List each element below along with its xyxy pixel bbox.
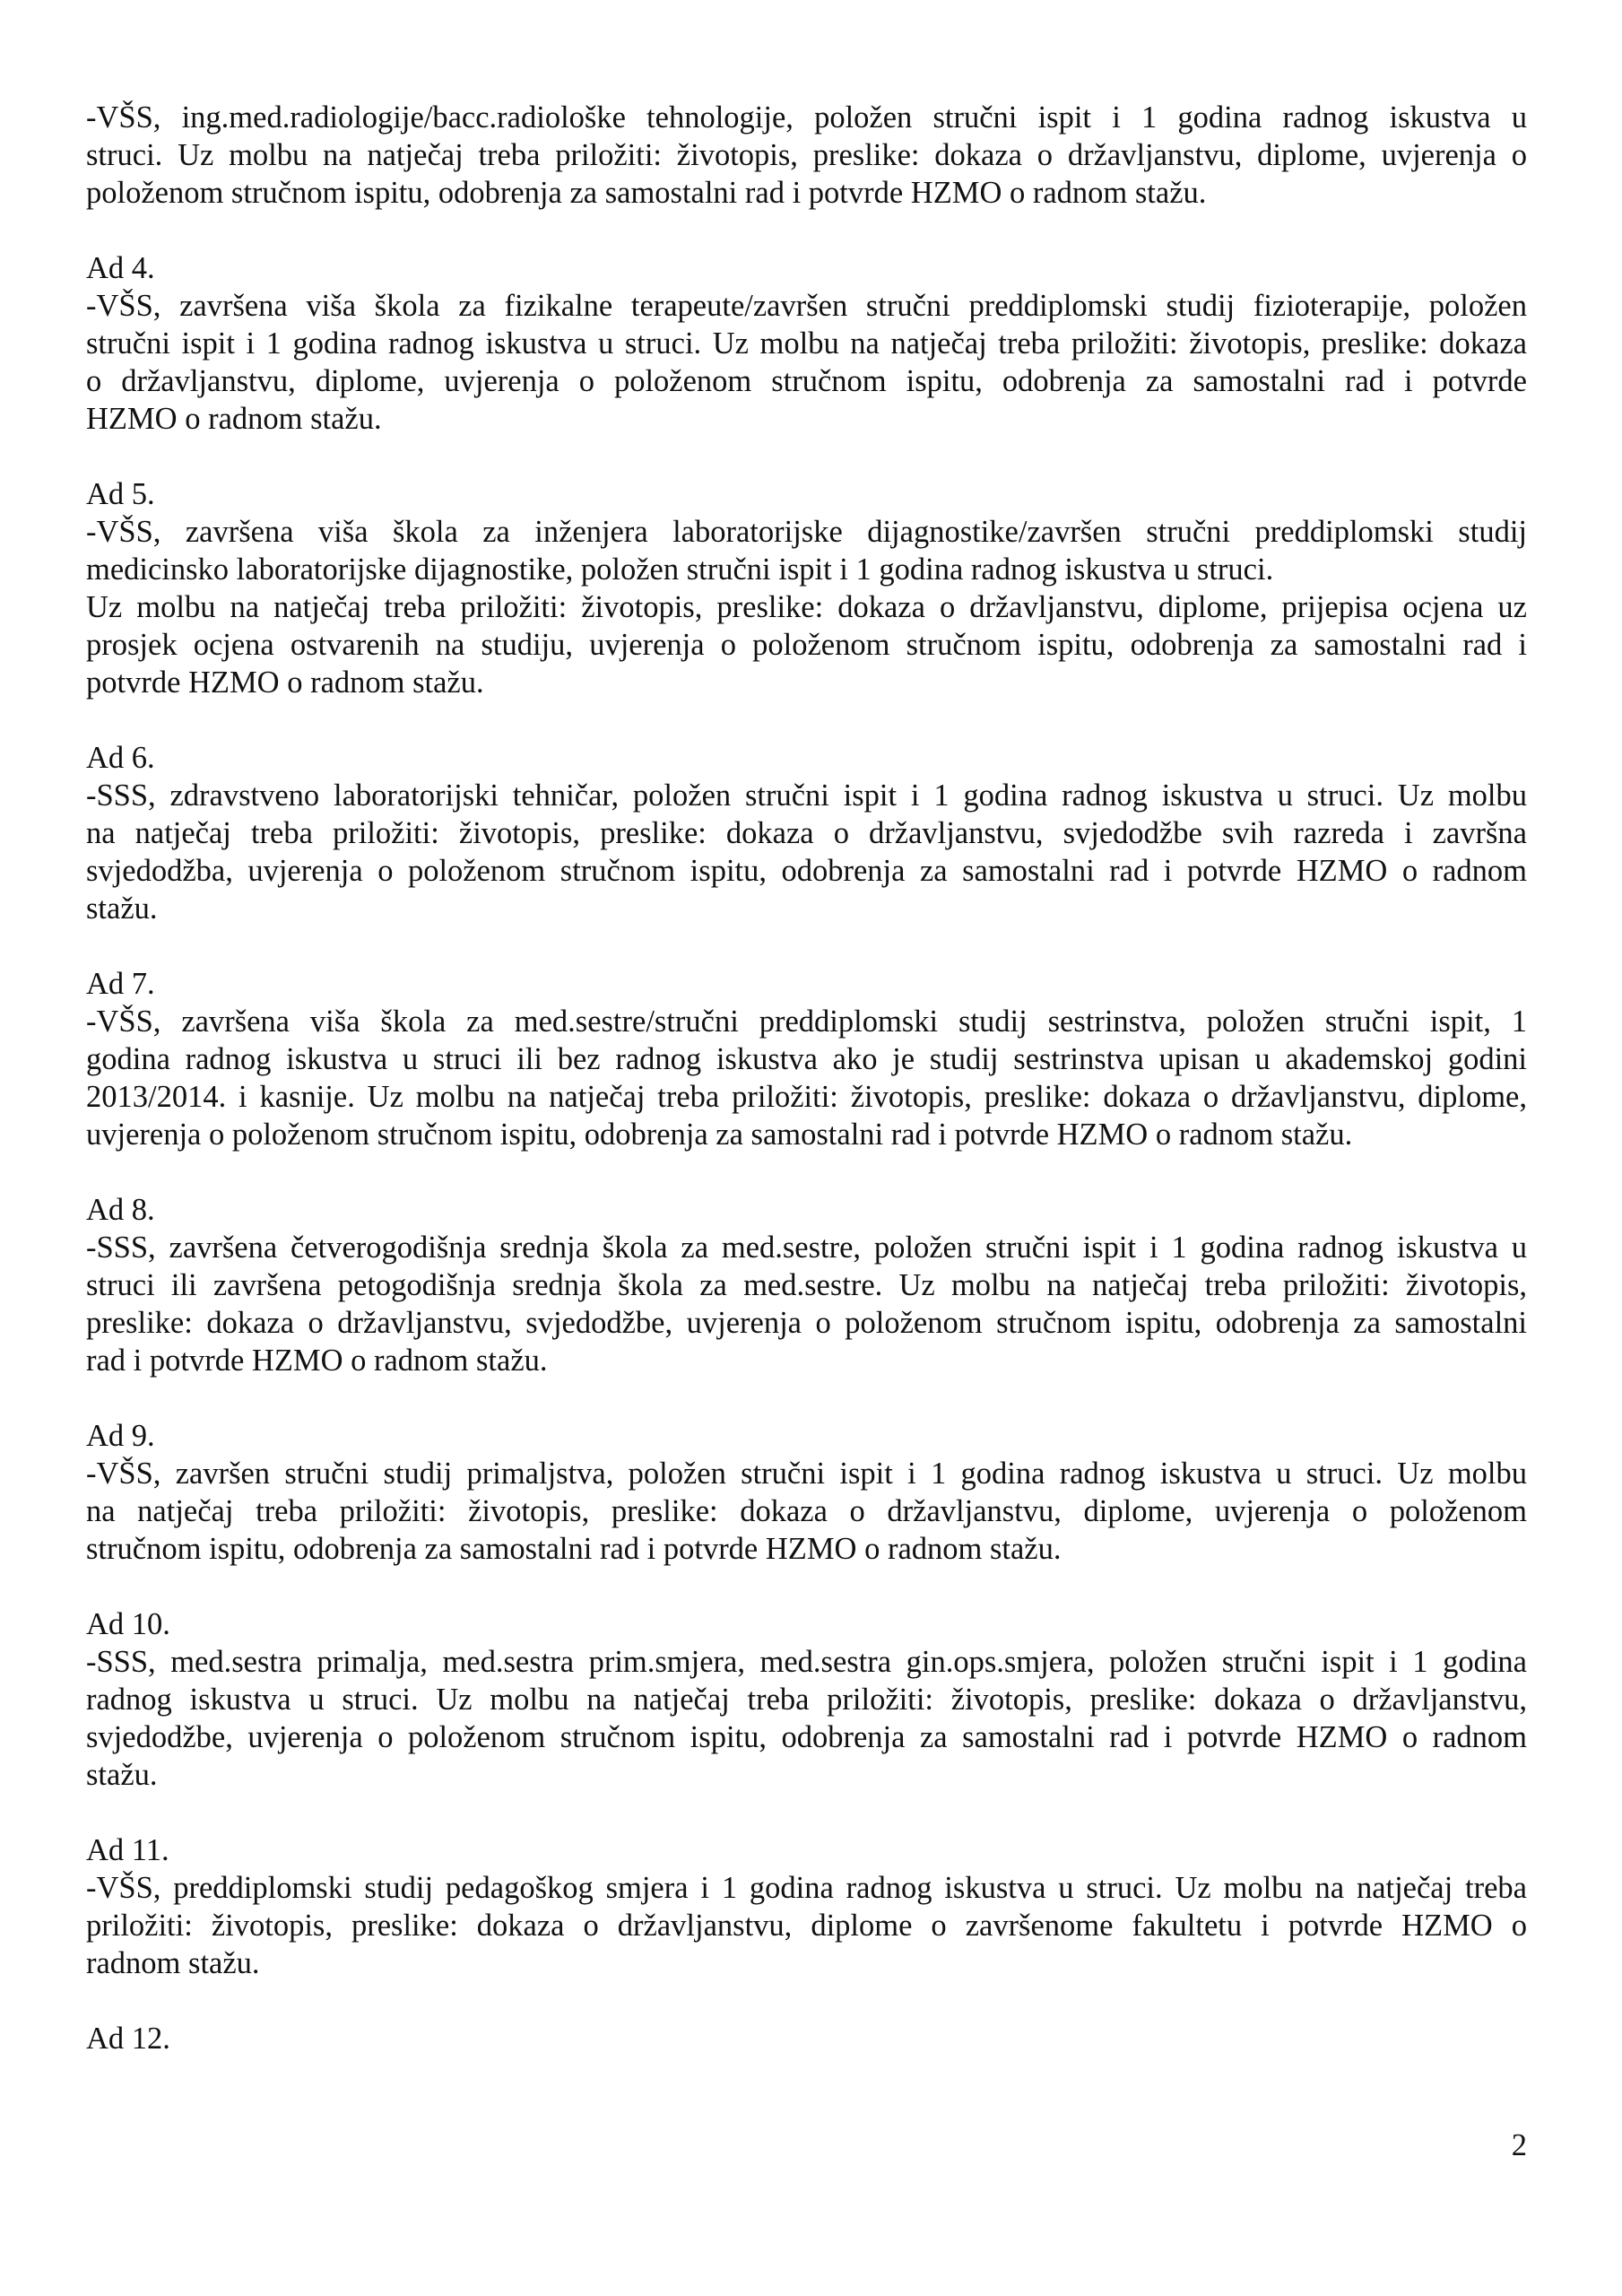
paragraph-line: uvjerenja o položenom stručnom ispitu, odobrenja za samostalni rad i potvrde HZMO o radnom stažu. — [86, 1118, 1353, 1152]
section-ad-11 — [86, 1831, 1527, 1982]
paragraph-line: 2013/2014. i kasnije. Uz molbu na natječaj treba priložiti: životopis, preslike: dokaza o državljanstvu, diplome, — [86, 1080, 1527, 1114]
paragraph-line: -VŠS, ing.med.radiologije/bacc.radiološke tehnologije, položen stručni ispit i 1 godina radnog iskustva u — [86, 100, 1527, 135]
section-heading: Ad 12. — [86, 2022, 170, 2056]
paragraph-line: preslike: dokaza o državljanstvu, svjedodžbe, uvjerenja o položenom stručnom ispitu, odobrenja za samostalni — [86, 1306, 1527, 1340]
paragraph-line: priložiti: životopis, preslike: dokaza o državljanstvu, diplome o završenome fakultetu i potvrde HZMO o — [86, 1909, 1527, 1943]
paragraph-line: -VŠS, završena viša škola za fizikalne terapeute/završen stručni preddiplomski studij fizioterapije, položen — [86, 289, 1527, 323]
paragraph-line: stažu. — [86, 891, 158, 926]
paragraph-line: godina radnog iskustva u struci ili bez radnog iskustva ako je studij sestrinstva upisan u akademskoj godini — [86, 1042, 1527, 1076]
paragraph-line: -SSS, završena četverogodišnja srednja škola za med.sestre, položen stručni ispit i 1 godina radnog iskustva u — [86, 1231, 1527, 1265]
page-number: 2 — [1511, 2128, 1527, 2162]
section-heading: Ad 4. — [86, 251, 155, 285]
paragraph-line: položenom stručnom ispitu, odobrenja za samostalni rad i potvrde HZMO o radnom stažu. — [86, 176, 1207, 210]
section-ad-12 — [86, 2020, 1527, 2057]
section-ad-8 — [86, 1191, 1527, 1379]
section-ad-4 — [86, 249, 1527, 438]
paragraph-line: stručni ispit i 1 godina radnog iskustva u struci. Uz molbu na natječaj treba priložiti: životopis, preslike: dokaza — [86, 326, 1527, 361]
section-heading: Ad 11. — [86, 1833, 169, 1867]
paragraph-line: struci ili završena petogodišnja srednja škola za med.sestre. Uz molbu na natječaj treba priložiti: životopis, — [86, 1268, 1527, 1302]
section-heading: Ad 7. — [86, 967, 155, 1001]
paragraph-line: struci. Uz molbu na natječaj treba priložiti: životopis, preslike: dokaza o državljanstvu, diplome, uvjerenja o — [86, 138, 1527, 172]
section-ad-6 — [86, 739, 1527, 927]
paragraph-line: rad i potvrde HZMO o radnom stažu. — [86, 1344, 548, 1378]
section-continuation — [86, 99, 1527, 212]
paragraph-line: -VŠS, završen stručni studij primaljstva, položen stručni ispit i 1 godina radnog iskustva u struci. Uz molbu — [86, 1457, 1527, 1491]
section-heading: Ad 9. — [86, 1419, 155, 1453]
paragraph-line: stručnom ispitu, odobrenja za samostalni rad i potvrde HZMO o radnom stažu. — [86, 1532, 1062, 1566]
section-heading: Ad 8. — [86, 1193, 155, 1227]
paragraph-line: HZMO o radnom stažu. — [86, 402, 382, 436]
paragraph-line: potvrde HZMO o radnom stažu. — [86, 665, 484, 700]
section-heading: Ad 6. — [86, 741, 155, 775]
paragraph-line: prosjek ocjena ostvarenih na studiju, uvjerenja o položenom stručnom ispitu, odobrenja za samostalni rad i — [86, 628, 1527, 662]
section-ad-9 — [86, 1417, 1527, 1568]
paragraph-line: na natječaj treba priložiti: životopis, preslike: dokaza o državljanstvu, diplome, uvjerenja o položenom — [86, 1494, 1527, 1528]
paragraph-line: Uz molbu na natječaj treba priložiti: životopis, preslike: dokaza o državljanstvu, diplome, prijepisa ocjena uz — [86, 590, 1527, 624]
paragraph-line: stažu. — [86, 1758, 158, 1792]
document-body — [86, 99, 1527, 2057]
paragraph-line: -VŠS, završena viša škola za inženjera laboratorijske dijagnostike/završen stručni preddiplomski studij — [86, 515, 1527, 549]
section-ad-7 — [86, 965, 1527, 1153]
paragraph-line: na natječaj treba priložiti: životopis, preslike: dokaza o državljanstvu, svjedodžbe svih razreda i završna — [86, 816, 1527, 850]
paragraph-line: svjedodžbe, uvjerenja o položenom stručnom ispitu, odobrenja za samostalni rad i potvrde HZMO o radnom — [86, 1720, 1527, 1754]
paragraph-line: -VŠS, završena viša škola za med.sestre/stručni preddiplomski studij sestrinstva, položen stručni ispit, 1 — [86, 1004, 1527, 1039]
paragraph-line: radnom stažu. — [86, 1946, 260, 1980]
paragraph-line: -VŠS, preddiplomski studij pedagoškog smjera i 1 godina radnog iskustva u struci. Uz molbu na natječaj treba — [86, 1871, 1527, 1905]
paragraph-line: svjedodžba, uvjerenja o položenom stručnom ispitu, odobrenja za samostalni rad i potvrde HZMO o radnom — [86, 854, 1527, 888]
section-ad-5 — [86, 475, 1527, 701]
section-heading: Ad 10. — [86, 1607, 170, 1641]
paragraph-line: o državljanstvu, diplome, uvjerenja o položenom stručnom ispitu, odobrenja za samostalni rad i potvrde — [86, 364, 1527, 398]
paragraph-line: medicinsko laboratorijske dijagnostike, položen stručni ispit i 1 godina radnog iskustva u struci. — [86, 552, 1274, 587]
section-heading: Ad 5. — [86, 477, 155, 511]
paragraph-line: -SSS, med.sestra primalja, med.sestra prim.smjera, med.sestra gin.ops.smjera, položen stručni ispit i 1 godina — [86, 1645, 1527, 1679]
paragraph-line: -SSS, zdravstveno laboratorijski tehničar, položen stručni ispit i 1 godina radnog iskustva u struci. Uz molbu — [86, 778, 1527, 813]
section-ad-10 — [86, 1605, 1527, 1794]
paragraph-line: radnog iskustva u struci. Uz molbu na natječaj treba priložiti: životopis, preslike: dokaza o državljanstvu, — [86, 1683, 1527, 1717]
